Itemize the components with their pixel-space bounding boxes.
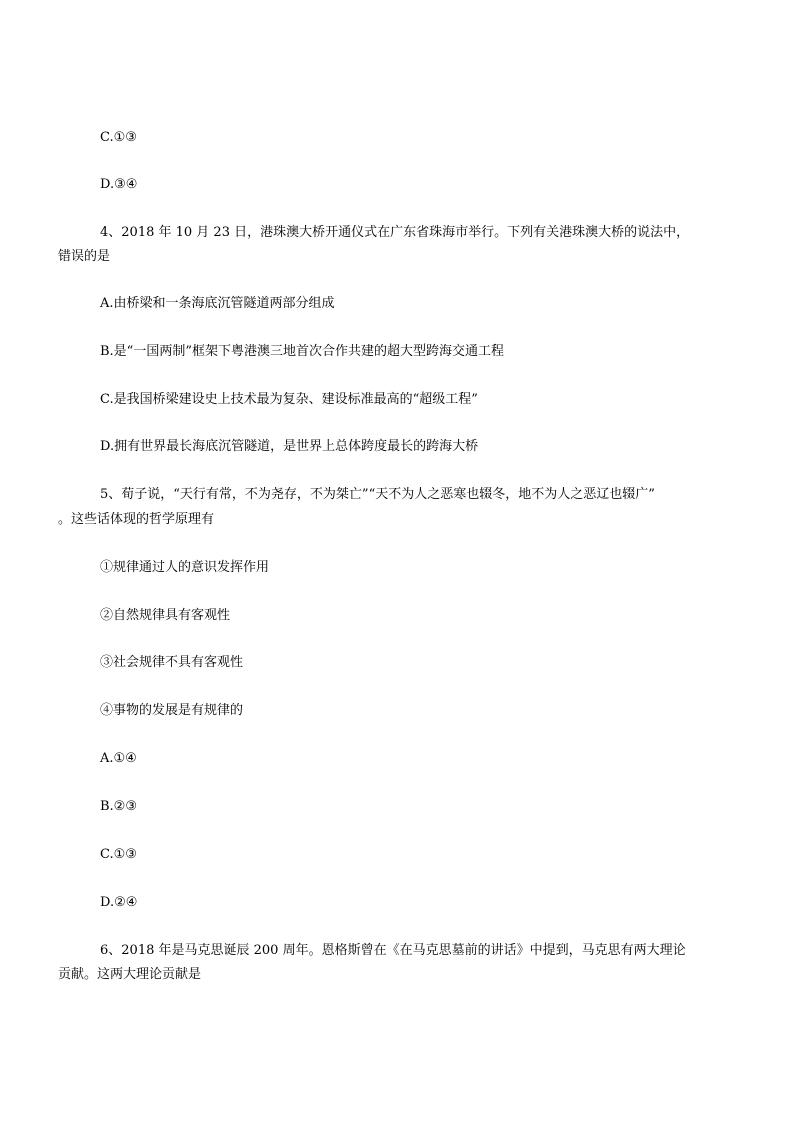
q5-statement-1: ①规律通过人的意识发挥作用 [100,560,270,575]
q4-stem-line-1: 4、2018 年 10 月 23 日，港珠澳大桥开通仪式在广东省珠海市举行。下列有关港珠澳大桥的说法中， [100,225,690,240]
q4-option-b: B.是“一国两制”框架下粤港澳三地首次合作共建的超大型跨海交通工程 [100,344,504,359]
q5-statement-3: ③社会规律不具有客观性 [100,655,244,670]
q4-option-a: A.由桥梁和一条海底沉管隧道两部分组成 [100,296,335,311]
q5-stem-line-1: 5、荀子说，“天行有常，不为尧存，不为桀亡”“天不为人之恶寒也辍冬，地不为人之恶辽也辍广” [100,487,655,502]
q5-statement-2: ②自然规律具有客观性 [100,608,231,623]
q5-stem-line-2: 。这些话体现的哲学原理有 [58,512,215,527]
q3-option-d: D.③④ [100,177,138,192]
q3-option-c: C.①③ [100,130,137,145]
q5-option-d: D.②④ [100,895,138,910]
q4-option-c: C.是我国桥梁建设史上技术最为复杂、建设标准最高的“超级工程” [100,392,478,407]
q6-stem-line-2: 贡献。这两大理论贡献是 [58,967,202,982]
q5-option-c: C.①③ [100,847,137,862]
q5-option-a: A.①④ [100,751,137,766]
q5-statement-4: ④事物的发展是有规律的 [100,703,244,718]
q5-option-b: B.②③ [100,799,137,814]
q6-stem-line-1: 6、2018 年是马克思诞辰 200 周年。恩格斯曾在《在马克思墓前的讲话》中提到，马克思有两大理论 [100,943,686,958]
q4-option-d: D.拥有世界最长海底沉管隧道，是世界上总体跨度最长的跨海大桥 [100,439,479,454]
q4-stem-line-2: 错误的是 [58,249,111,264]
